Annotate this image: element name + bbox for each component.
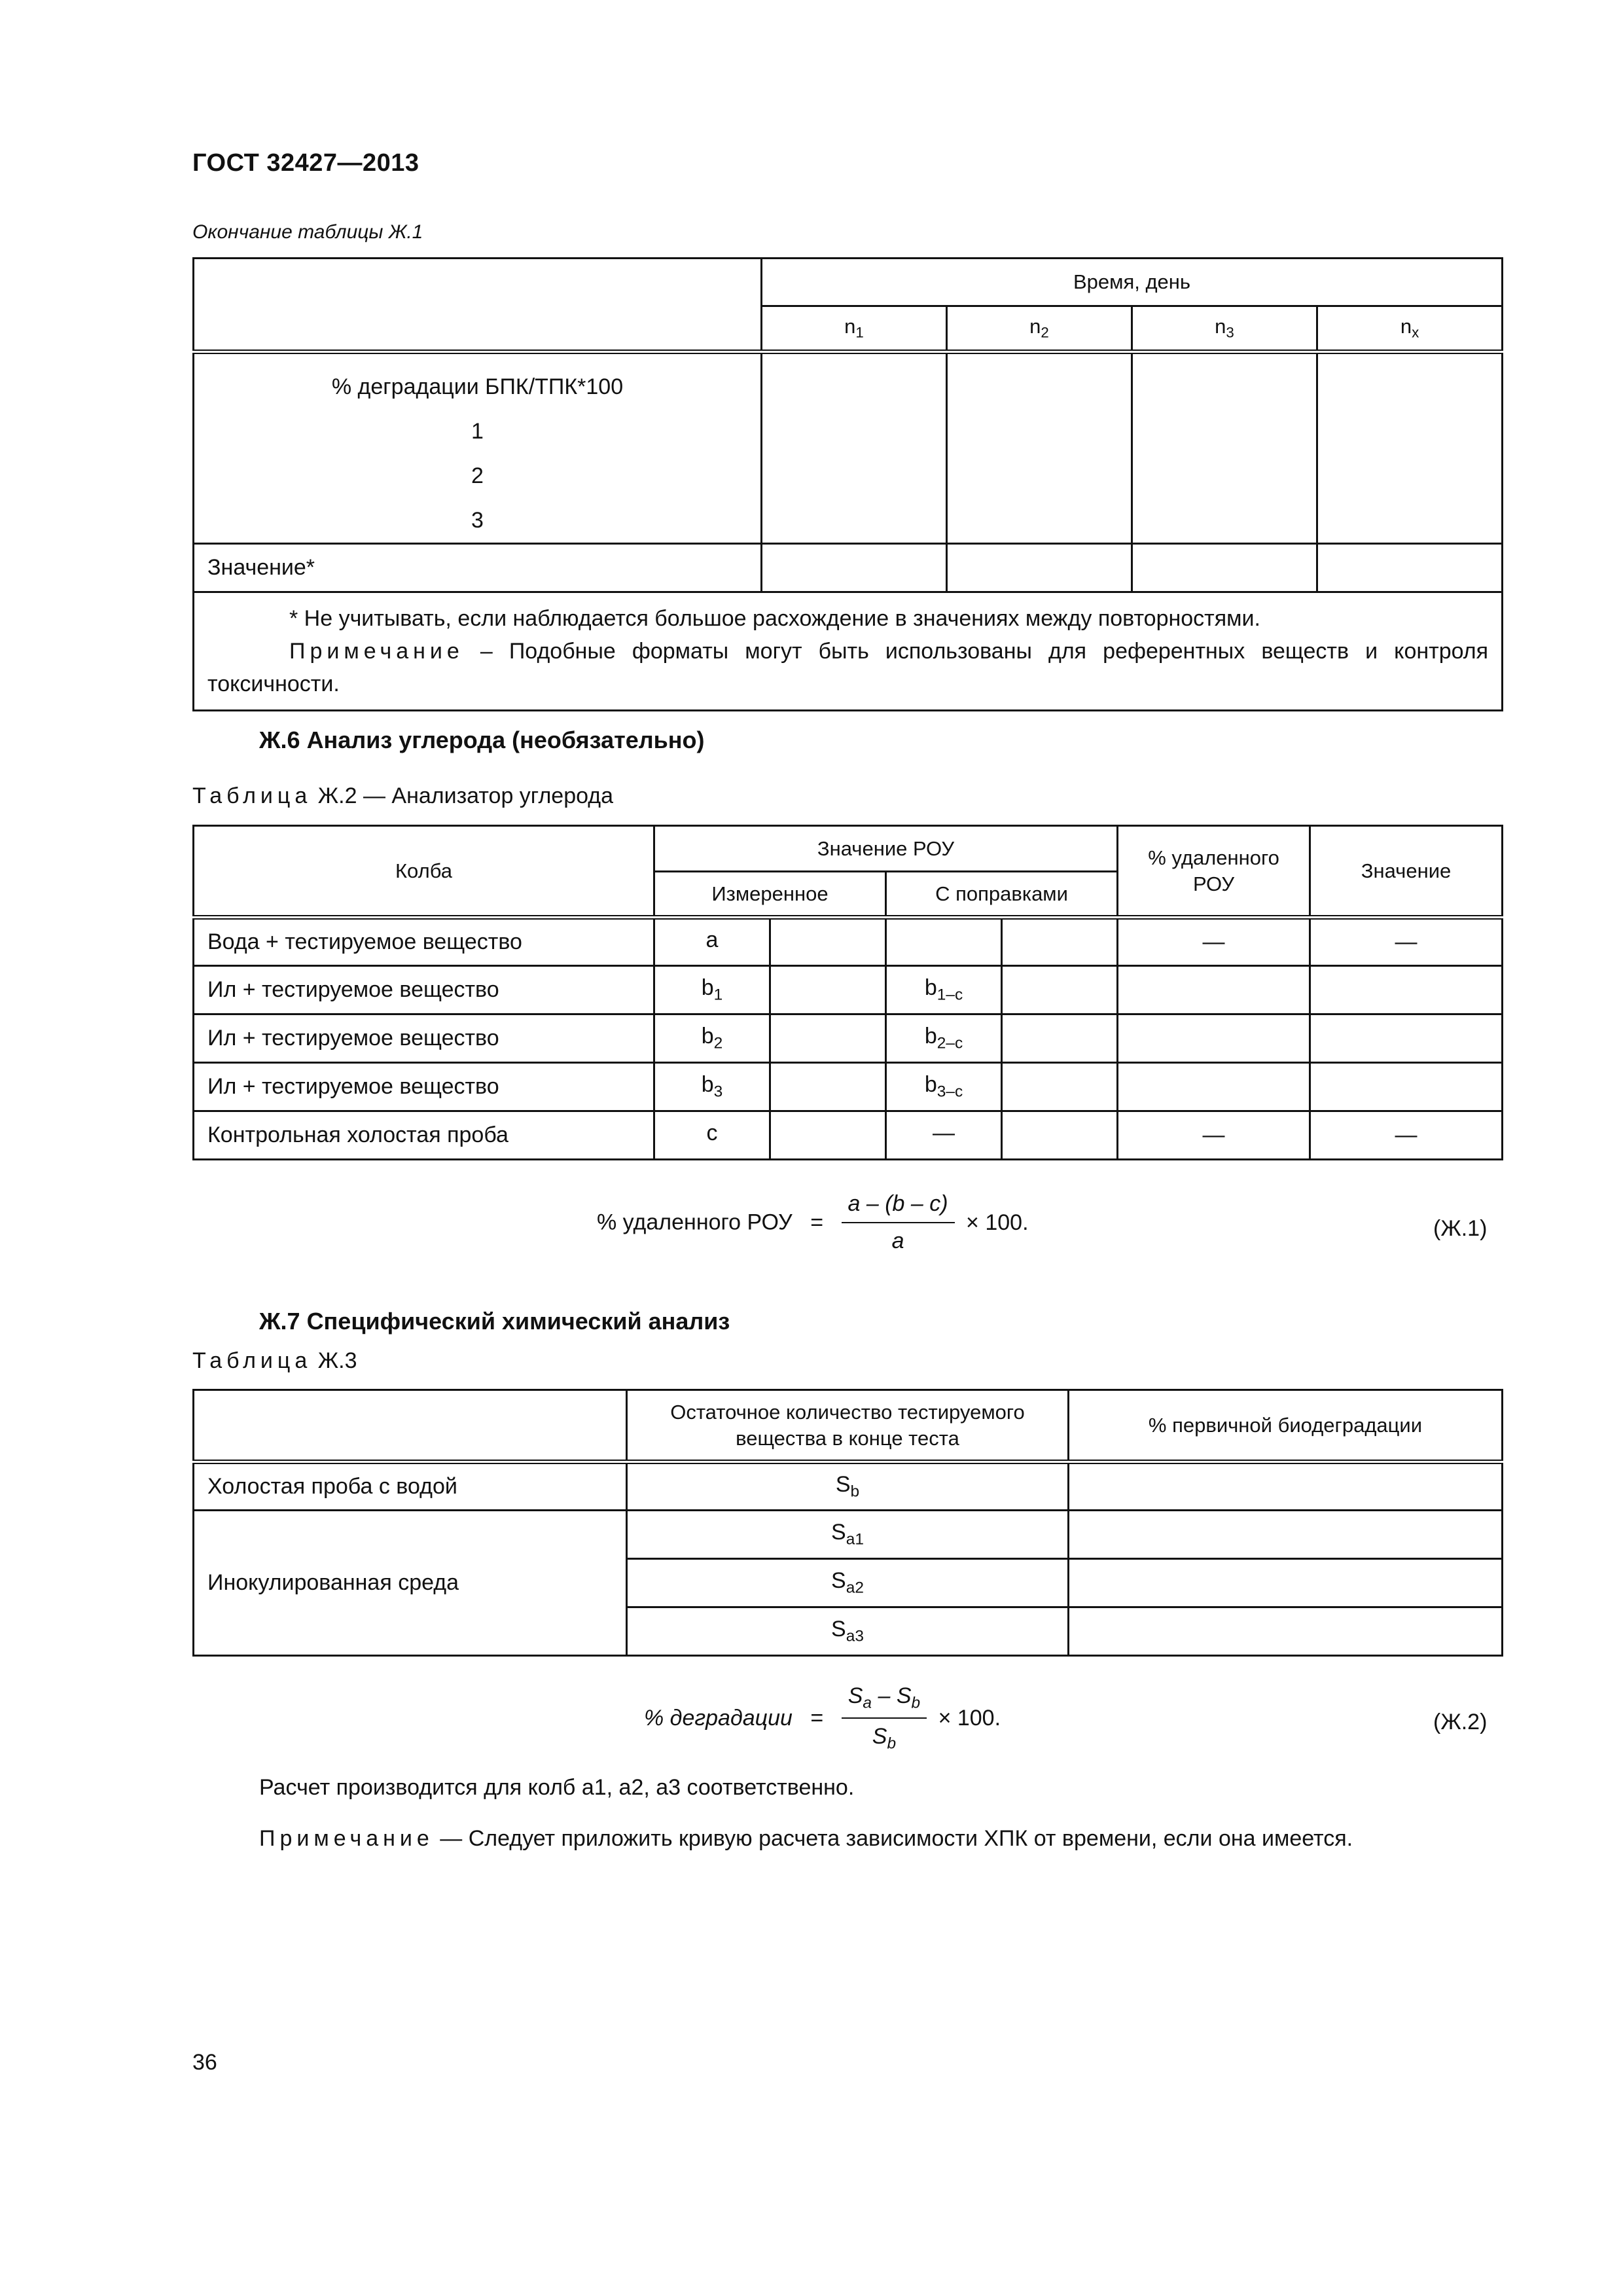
value-cell: [1310, 1014, 1503, 1063]
formula1-eq: =: [810, 1210, 824, 1235]
formula2-ref: (Ж.2): [1433, 1710, 1488, 1734]
table1-empty-header: [194, 259, 762, 352]
table2-title: Таблица Ж.2 — Анализатор углерода: [192, 783, 614, 808]
formula1-denominator: a: [891, 1229, 904, 1253]
table2-col-removed: % удаленного РОУ: [1118, 826, 1310, 918]
table1-cell: [1132, 544, 1317, 592]
table1-cell: [762, 544, 947, 592]
table2-cell: [1002, 918, 1118, 966]
formula-2: [644, 1683, 1001, 1753]
section6-title: Ж.6 Анализ углерода (необязательно): [259, 726, 705, 753]
table1-cell: [1317, 544, 1503, 592]
corrected-value: $b_{3-c}$: [886, 1063, 1002, 1111]
corrected-value: —: [886, 1111, 1002, 1160]
degradation-label: % деградации БПК/ТПК*100: [331, 374, 624, 399]
measured-value: c: [654, 1111, 770, 1160]
table1-footnote: * Не учитывать, если наблюдается большое расхождение в значениях между повторностями.: [289, 606, 1260, 631]
table3-col-primary: % первичной биодеградации: [1069, 1390, 1503, 1462]
formula2-denominator: $S_b$: [872, 1724, 897, 1753]
table2-cell: [770, 918, 886, 966]
table-row: [194, 1111, 1503, 1160]
row-label: Контрольная холостая проба: [194, 1111, 654, 1160]
section7-title: Ж.7 Специфический химический анализ: [259, 1308, 730, 1335]
measured-value: a: [654, 918, 770, 966]
formula1-ref: (Ж.1): [1433, 1216, 1488, 1241]
table2-cell: [770, 1111, 886, 1160]
table2-cell: [770, 966, 886, 1014]
measured-value: $b_2$: [654, 1014, 770, 1063]
row-label: Ил + тестируемое вещество: [194, 1063, 654, 1111]
formula2-eq: =: [810, 1705, 824, 1731]
formula1-numerator: a – (b – c): [842, 1191, 955, 1223]
table1-col-n2: $n_2$: [947, 306, 1132, 352]
section7-note: Примечание — Следует приложить кривую расчета зависимости ХПК от времени, если она имеется.: [259, 1826, 1353, 1851]
residual-value: $S_{a2}$: [627, 1559, 1069, 1607]
table1-cell: [947, 352, 1132, 544]
table3-cell: [1069, 1511, 1503, 1559]
value-cell: —: [1310, 918, 1503, 966]
table1-cell: [762, 352, 947, 544]
table2-cell: [770, 1014, 886, 1063]
table1-note: Примечание – Подобные форматы могут быть использованы для референтных веществ и контроля токсичности.: [207, 639, 1489, 696]
residual-value: $S_b$: [627, 1462, 1069, 1511]
document-header: ГОСТ 32427—2013: [192, 149, 419, 177]
row-label: Инокулированная среда: [194, 1511, 627, 1656]
value-cell: [1310, 966, 1503, 1014]
table-3: [192, 1389, 1503, 1657]
removed-value: [1118, 1014, 1310, 1063]
table-row: [194, 1014, 1503, 1063]
replicate-2: 2: [471, 463, 484, 488]
table1-col-n1: $n_1$: [762, 306, 947, 352]
table2-cell: [1002, 1063, 1118, 1111]
row-label: Ил + тестируемое вещество: [194, 1014, 654, 1063]
table3-cell: [1069, 1462, 1503, 1511]
table-row: [194, 1063, 1503, 1111]
table1-col-n3: $n_3$: [1132, 306, 1317, 352]
table1-col-nx: $n_x$: [1317, 306, 1503, 352]
formula2-numerator: $S_a - S_b$: [842, 1683, 927, 1719]
table3-col-residual: Остаточное количество тестируемого вещества в конце теста: [627, 1390, 1069, 1462]
removed-value: [1118, 966, 1310, 1014]
formula2-fraction: [842, 1683, 927, 1753]
table3-empty-header: [194, 1390, 627, 1462]
table1-cell: [1317, 352, 1503, 544]
corrected-value: $b_{1-c}$: [886, 966, 1002, 1014]
formula-1: [597, 1191, 1029, 1254]
table2-col-corrected: С поправками: [886, 872, 1118, 918]
table1-time-header: Время, день: [762, 259, 1503, 306]
residual-value: $S_{a1}$: [627, 1511, 1069, 1559]
table1-cell: [947, 544, 1132, 592]
table-1: [192, 257, 1503, 711]
removed-value: [1118, 1063, 1310, 1111]
replicate-3: 3: [471, 508, 484, 533]
table-row: [194, 1462, 1503, 1511]
value-cell: [1310, 1063, 1503, 1111]
corrected-value: [886, 918, 1002, 966]
value-cell: —: [1310, 1111, 1503, 1160]
row-label: Холостая проба с водой: [194, 1462, 627, 1511]
formula2-lhs: % деградации: [644, 1705, 793, 1731]
formula2-rhs: × 100.: [938, 1705, 1001, 1731]
table3-cell: [1069, 1607, 1503, 1656]
formula1-fraction: [842, 1191, 955, 1254]
table1-footnote-cell: [194, 592, 1503, 711]
table2-col-flask: Колба: [194, 826, 654, 918]
table2-cell: [1002, 1111, 1118, 1160]
table2-col-rou: Значение РОУ: [654, 826, 1118, 872]
table3-title: Таблица Ж.3: [192, 1348, 357, 1373]
replicate-1: 1: [471, 419, 484, 444]
residual-value: $S_{a3}$: [627, 1607, 1069, 1656]
table1-caption: Окончание таблицы Ж.1: [192, 221, 423, 243]
table-2: [192, 825, 1503, 1160]
table-row: [194, 1511, 1503, 1559]
formula1-rhs: × 100.: [966, 1210, 1029, 1235]
table-row: [194, 918, 1503, 966]
measured-value: $b_1$: [654, 966, 770, 1014]
table2-col-value: Значение: [1310, 826, 1503, 918]
table2-col-measured: Измеренное: [654, 872, 886, 918]
table1-value-label: Значение*: [194, 544, 762, 592]
table-row: [194, 966, 1503, 1014]
table2-cell: [1002, 1014, 1118, 1063]
table1-degradation-cell: [194, 352, 762, 544]
table3-cell: [1069, 1559, 1503, 1607]
table1-cell: [1132, 352, 1317, 544]
page-number: 36: [192, 2050, 217, 2075]
calc-text: Расчет производится для колб a1, a2, a3 соответственно.: [259, 1775, 855, 1800]
removed-value: —: [1118, 918, 1310, 966]
table2-cell: [1002, 966, 1118, 1014]
row-label: Вода + тестируемое вещество: [194, 918, 654, 966]
measured-value: $b_3$: [654, 1063, 770, 1111]
corrected-value: $b_{2-c}$: [886, 1014, 1002, 1063]
table2-cell: [770, 1063, 886, 1111]
row-label: Ил + тестируемое вещество: [194, 966, 654, 1014]
removed-value: —: [1118, 1111, 1310, 1160]
formula1-lhs: % удаленного РОУ: [597, 1210, 793, 1235]
